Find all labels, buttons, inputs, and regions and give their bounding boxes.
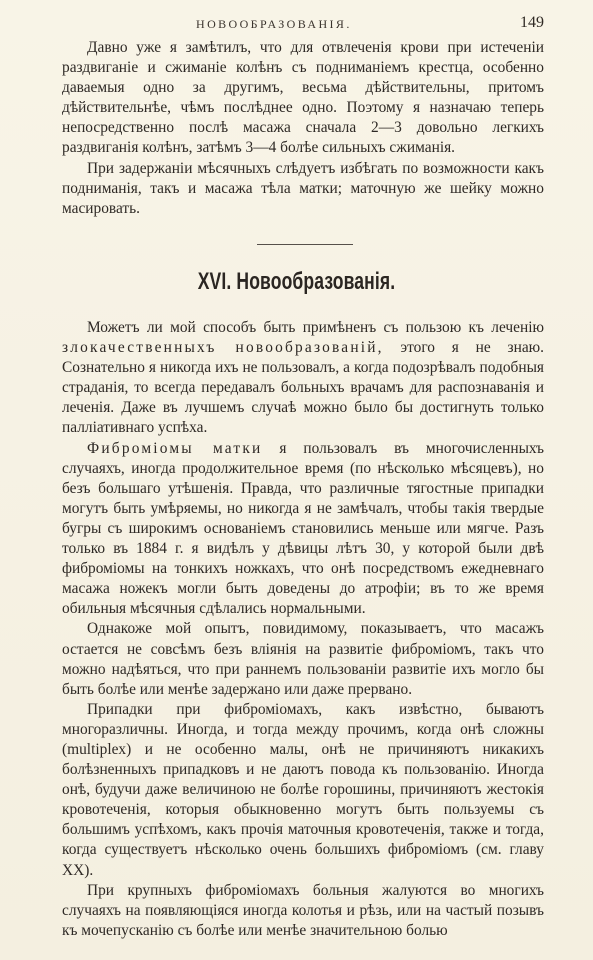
main-text-block (62, 318, 544, 941)
paragraph-4: Припадки при фиброміомахъ, какъ извѣстно, бываютъ многоразличны. Иногда, и тогда между прочимъ, когда онѣ сложны (multiplex) и не особенно малы, онѣ не причиняютъ никакихъ болѣзненныхъ припадковъ и не даютъ повода къ пользованію. Иногда онѣ, будучи даже величиною не болѣе горошины, причиняютъ жестокія кровотеченія, которыя обыкновенно могутъ быть пользуемы съ большимъ успѣхомъ, какъ прочія маточныя кровотеченія, также и тогда, когда существуетъ нѣсколько очень большихъ фиброміомъ (см. главу XX). (62, 700, 544, 879)
paragraph-2-emphasis: Фиброміомы матки (87, 439, 263, 457)
paragraph-3: Однакоже мой опытъ, повидимому, показываетъ, что масажъ остается не совсѣмъ безъ вліянія на развитіе фиброміомъ, такъ что можно надѣяться, что при раннемъ пользованіи развитіе ихъ могло бы быть болѣе или менѣе задержано или даже прервано. (62, 620, 544, 698)
section-divider (257, 244, 353, 245)
intro-paragraph-2: При задержаніи мѣсячныхъ слѣдуетъ избѣгать по возможности какъ подниманія, такъ и масажа тѣла матки; маточную же шейку можно масировать. (62, 159, 544, 217)
paragraph-2-end: я пользовалъ въ многочисленныхъ случаяхъ, иногда продолжительное время (по нѣсколько мѣсяцевъ), но безъ большаго утѣшенія. Правда, что различные тягостные припадки могутъ быть умѣряемы, но никогда я не замѣчалъ, чтобы такія твердые бугры съ широкимъ основаніемъ становились меньше или мягче. Разъ только въ 1884 г. я видѣлъ у дѣвицы лѣтъ 30, у которой были двѣ фиброміомы на тонкихъ ножкахъ, что онѣ посредствомъ ежедневнаго масажа ножекъ могли быть доведены до атрофіи; въ то же время обильныя мѣсячныя сдѣлались нормальными. (62, 439, 545, 618)
intro-text-block (62, 38, 544, 219)
paragraph-1-end: этого я не знаю. Сознательно я никогда ихъ не пользовалъ, а когда подозрѣвалъ подобныя страданія, то всегда передавалъ больныхъ врачамъ для распознаванія и леченія. Даже въ лучшемъ случаѣ можно было бы достигнуть только палліативнаго успѣха. (62, 339, 544, 437)
page-number: 149 (520, 14, 544, 31)
paragraph-5: При крупныхъ фиброміомахъ больныя жалуются во многихъ случаяхъ на появляющіяся иногда колотья и рѣзь, или на частый позывъ къ мочепусканію съ болѣе или менѣе значительною болью (62, 881, 544, 939)
running-title: НОВООБРАЗОВАНІЯ. (196, 17, 352, 31)
intro-paragraph-1: Давно уже я замѣтилъ, что для отвлеченія крови при истеченіи раздвиганіе и сжиманіе колѣнъ съ подниманіемъ крестца, особенно даваемыя одно за другимъ, весьма дѣйствительны, притомъ дѣйствительнѣе, чѣмъ послѣднее одно. Поэтому я назначаю теперь непосредственно послѣ масажа сначала 2—3 довольно легкихъ раздвиганія колѣнъ, затѣмъ 3—4 болѣе сильныхъ сжиманія. (62, 39, 544, 157)
running-head (62, 14, 544, 37)
paragraph-1-start: Можетъ ли мой способъ быть примѣненъ съ пользою къ леченію (87, 319, 544, 336)
section-heading: XVI. Новообразованія. (197, 268, 396, 295)
paragraph-1 (62, 318, 544, 439)
paragraph-2 (62, 439, 544, 620)
paragraph-1-emphasis: злокачественныхъ новообразованій, (62, 339, 384, 357)
